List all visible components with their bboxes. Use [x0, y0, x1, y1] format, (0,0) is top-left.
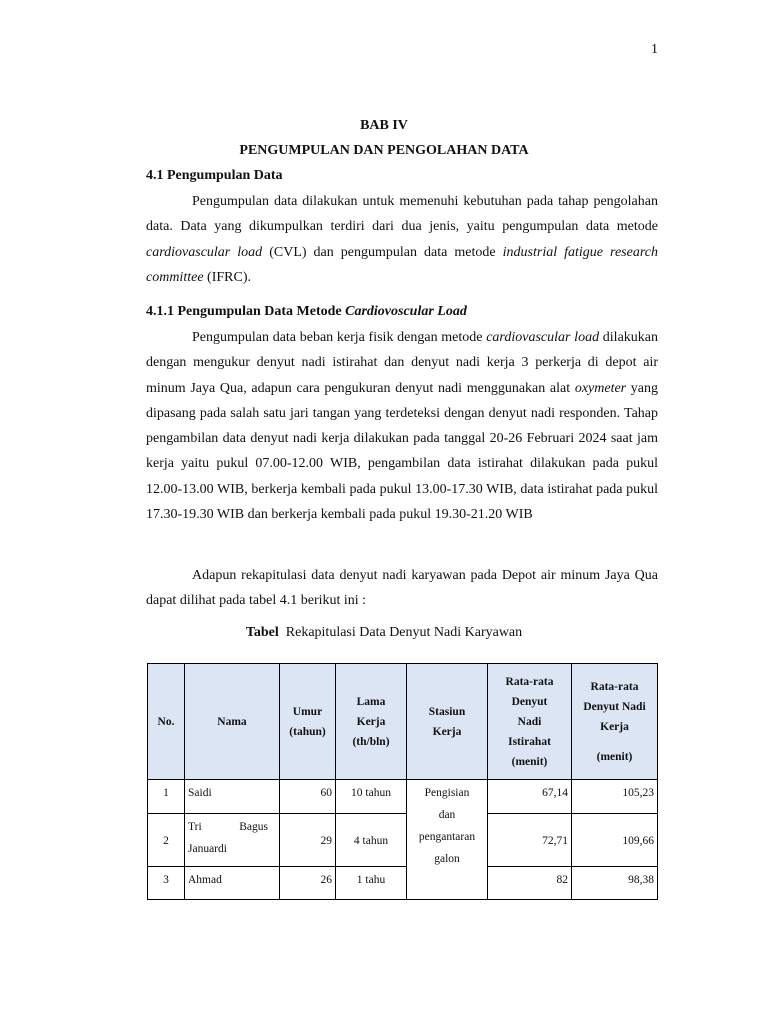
- subsection-title-prefix: 4.1.1 Pengumpulan Data Metode: [146, 304, 346, 319]
- table-row: [148, 867, 658, 900]
- paragraph-1-italic-b: industrial fatigue research committee: [146, 244, 658, 285]
- cell-kerja: 98,38: [572, 867, 658, 900]
- header-lama-kerja: Lama Kerja (th/bln): [336, 664, 407, 780]
- cell-umur: 60: [280, 780, 336, 814]
- cell-stasiun: Pengisian dan pengantaran galon: [407, 780, 488, 900]
- cell-nama: Tri Bagus Januardi: [185, 814, 280, 867]
- table-caption-text: Rekapitulasi Data Denyut Nadi Karyawan: [285, 625, 523, 640]
- paragraph-1-italic-a: cardiovascular load: [146, 244, 263, 260]
- cell-umur: 26: [280, 867, 336, 900]
- paragraph-2-text-b: dilakukan dengan mengukur denyut nadi istirahat dan denyut nadi kerja 3 perkerja di depot air minum Jaya Qua, adapun cara pengukuran denyut nadi menggunakan alat: [146, 330, 658, 396]
- paragraph-1-text-b: (CVL) dan pengumpulan data metode: [262, 244, 503, 260]
- subsection-title-italic: Cardiovoscular Load: [345, 304, 467, 319]
- section-title: 4.1 Pengumpulan Data: [146, 168, 283, 183]
- cell-no: 2: [148, 814, 185, 867]
- cell-lama: 10 tahun: [336, 780, 407, 814]
- cell-kerja: 109,66: [572, 814, 658, 867]
- cell-istirahat: 82: [488, 867, 572, 900]
- cell-umur: 29: [280, 814, 336, 867]
- page-number: 1: [651, 42, 658, 57]
- header-rata-kerja: Rata-rata Denyut Nadi Kerja (menit): [572, 664, 658, 780]
- paragraph-1-text-a: Pengumpulan data dilakukan untuk memenuhi kebutuhan pada tahap pengolahan data. Data yang dikumpulkan terdiri dari dua jenis, yaitu pengumpulan data metode: [146, 194, 658, 235]
- paragraph-3: [146, 563, 658, 614]
- cell-nama: Saidi: [185, 780, 280, 814]
- header-nama: Nama: [185, 664, 280, 780]
- paragraph-1-text-c: (IFRC).: [203, 269, 251, 285]
- table-row: [148, 814, 658, 867]
- cell-lama: 4 tahun: [336, 814, 407, 867]
- header-no: No.: [148, 664, 185, 780]
- paragraph-2: [146, 325, 658, 527]
- paragraph-3-text: Adapun rekapitulasi data denyut nadi karyawan pada Depot air minum Jaya Qua dapat dilihat pada tabel 4.1 berikut ini :: [146, 568, 658, 609]
- chapter-title: PENGUMPULAN DAN PENGOLAHAN DATA: [239, 143, 529, 158]
- chapter-heading: BAB IV: [360, 118, 408, 133]
- table-caption: [0, 625, 768, 641]
- cell-no: 1: [148, 780, 185, 814]
- table-row: [148, 780, 658, 814]
- header-umur: Umur (tahun): [280, 664, 336, 780]
- cell-lama: 1 tahu: [336, 867, 407, 900]
- cell-kerja: 105,23: [572, 780, 658, 814]
- cell-no: 3: [148, 867, 185, 900]
- table-caption-label: Tabel: [245, 625, 279, 640]
- header-stasiun-kerja: Stasiun Kerja: [407, 664, 488, 780]
- paragraph-2-text-a: Pengumpulan data beban kerja fisik dengan metode: [192, 330, 487, 345]
- heart-rate-table: [147, 663, 658, 900]
- header-rata-istirahat: Rata-rata Denyut Nadi Istirahat (menit): [488, 664, 572, 780]
- paragraph-2-italic-a: cardiovascular load: [486, 330, 600, 345]
- cell-nama: Ahmad: [185, 867, 280, 900]
- table-header-row: [148, 664, 658, 780]
- cell-istirahat: 67,14: [488, 780, 572, 814]
- paragraph-2-italic-b: oxymeter: [574, 380, 627, 396]
- paragraph-1: [146, 189, 658, 290]
- paragraph-2-text-c: yang dipasang pada salah satu jari tangan yang terdeteksi dengan denyut nadi responden. Tahap pengambilan data denyut nadi kerja dilakukan pada tanggal 20-26 Februari 2024 saat jam kerja yaitu pukul 07.00-12.00 WIB, pengambilan data istirahat dilakukan pada pukul 12.00-13.00 WIB, berkerja kembali pada pukul 13.00-17.30 WIB, data istirahat pada pukul 17.30-19.30 WIB dan berkerja kembali pada pukul 19.30-21.20 WIB: [146, 380, 659, 523]
- cell-istirahat: 72,71: [488, 814, 572, 867]
- subsection-title: [146, 304, 467, 320]
